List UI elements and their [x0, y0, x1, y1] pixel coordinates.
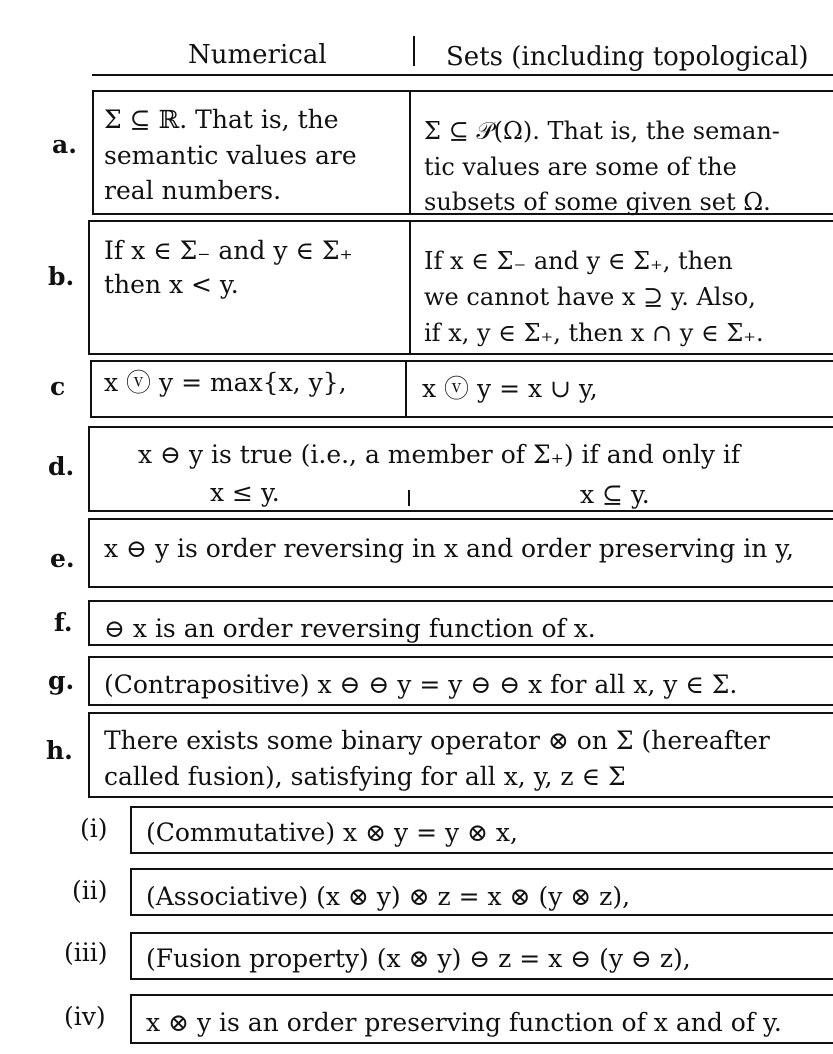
- subrow-iii-text: (Fusion property) (x ⊗ y) ⊖ z = x ⊖ (y ⊖ z),: [146, 944, 691, 973]
- row-d-label: d.: [48, 452, 75, 481]
- subrow-iv-text: x ⊗ y is an order preserving function of x and of y.: [146, 1008, 782, 1037]
- row-a-sets-line-3: subsets of some given set Ω.: [424, 188, 771, 216]
- row-b-sets-line-1: If x ∈ Σ₋ and y ∈ Σ₊, then: [424, 247, 733, 275]
- row-d-num: x ≤ y.: [210, 478, 280, 507]
- row-b-sets-line-2: we cannot have x ⊇ y. Also,: [424, 283, 756, 311]
- header-sets: Sets (including topological): [446, 42, 809, 72]
- row-a-num-line-1: Σ ⊆ ℝ. That is, the: [104, 105, 339, 134]
- row-a-sets-line-2: tic values are some of the: [424, 153, 737, 181]
- row-b-num-line-1: If x ∈ Σ₋ and y ∈ Σ₊: [104, 236, 353, 265]
- row-h-label: h.: [46, 736, 73, 765]
- row-d-divider-tick: [408, 490, 410, 506]
- row-a-divider: [409, 92, 411, 214]
- subrow-i-text: (Commutative) x ⊗ y = y ⊗ x,: [146, 818, 518, 847]
- row-c-num: x ⓥ y = max{x, y},: [104, 368, 347, 397]
- row-f-label: f.: [54, 608, 73, 637]
- subrow-ii-label: (ii): [72, 876, 108, 905]
- row-c-divider: [405, 362, 407, 417]
- row-h-line-1: There exists some binary operator ⊗ on Σ (hereafter: [104, 726, 770, 755]
- subrow-iv-label: (iv): [64, 1002, 106, 1031]
- header-numerical: Numerical: [188, 40, 327, 70]
- header-rule: [92, 74, 833, 76]
- row-g-text: (Contrapositive) x ⊖ ⊖ y = y ⊖ ⊖ x for all x, y ∈ Σ.: [104, 670, 738, 699]
- row-a-label: a.: [52, 130, 77, 159]
- row-b-label: b.: [48, 262, 75, 291]
- row-b-divider: [409, 222, 411, 354]
- row-d-line-1: x ⊖ y is true (i.e., a member of Σ₊) if and only if: [138, 440, 741, 469]
- row-c-label: c: [50, 372, 66, 401]
- row-e-text: x ⊖ y is order reversing in x and order preserving in y,: [104, 534, 795, 563]
- row-b-sets-line-3: if x, y ∈ Σ₊, then x ∩ y ∈ Σ₊.: [424, 319, 764, 347]
- row-e-label: e.: [50, 544, 75, 573]
- subrow-ii-text: (Associative) (x ⊗ y) ⊗ z = x ⊗ (y ⊗ z),: [146, 882, 631, 911]
- row-d-sets: x ⊆ y.: [580, 480, 650, 509]
- row-a-num-line-3: real numbers.: [104, 176, 282, 205]
- row-g-label: g.: [48, 666, 75, 695]
- header-divider: [413, 36, 415, 66]
- row-h-line-2: called fusion), satisfying for all x, y, z ∈ Σ: [104, 762, 626, 791]
- row-b-num-line-2: then x < y.: [104, 270, 239, 299]
- row-c-sets: x ⓥ y = x ∪ y,: [422, 374, 598, 403]
- row-a-num-line-2: semantic values are: [104, 141, 357, 170]
- subrow-i-label: (i): [80, 814, 108, 843]
- row-a-sets-line-1: Σ ⊆ 𝒫(Ω). That is, the seman-: [424, 117, 780, 145]
- row-f-text: ⊖ x is an order reversing function of x.: [104, 614, 596, 643]
- subrow-iii-label: (iii): [64, 938, 108, 967]
